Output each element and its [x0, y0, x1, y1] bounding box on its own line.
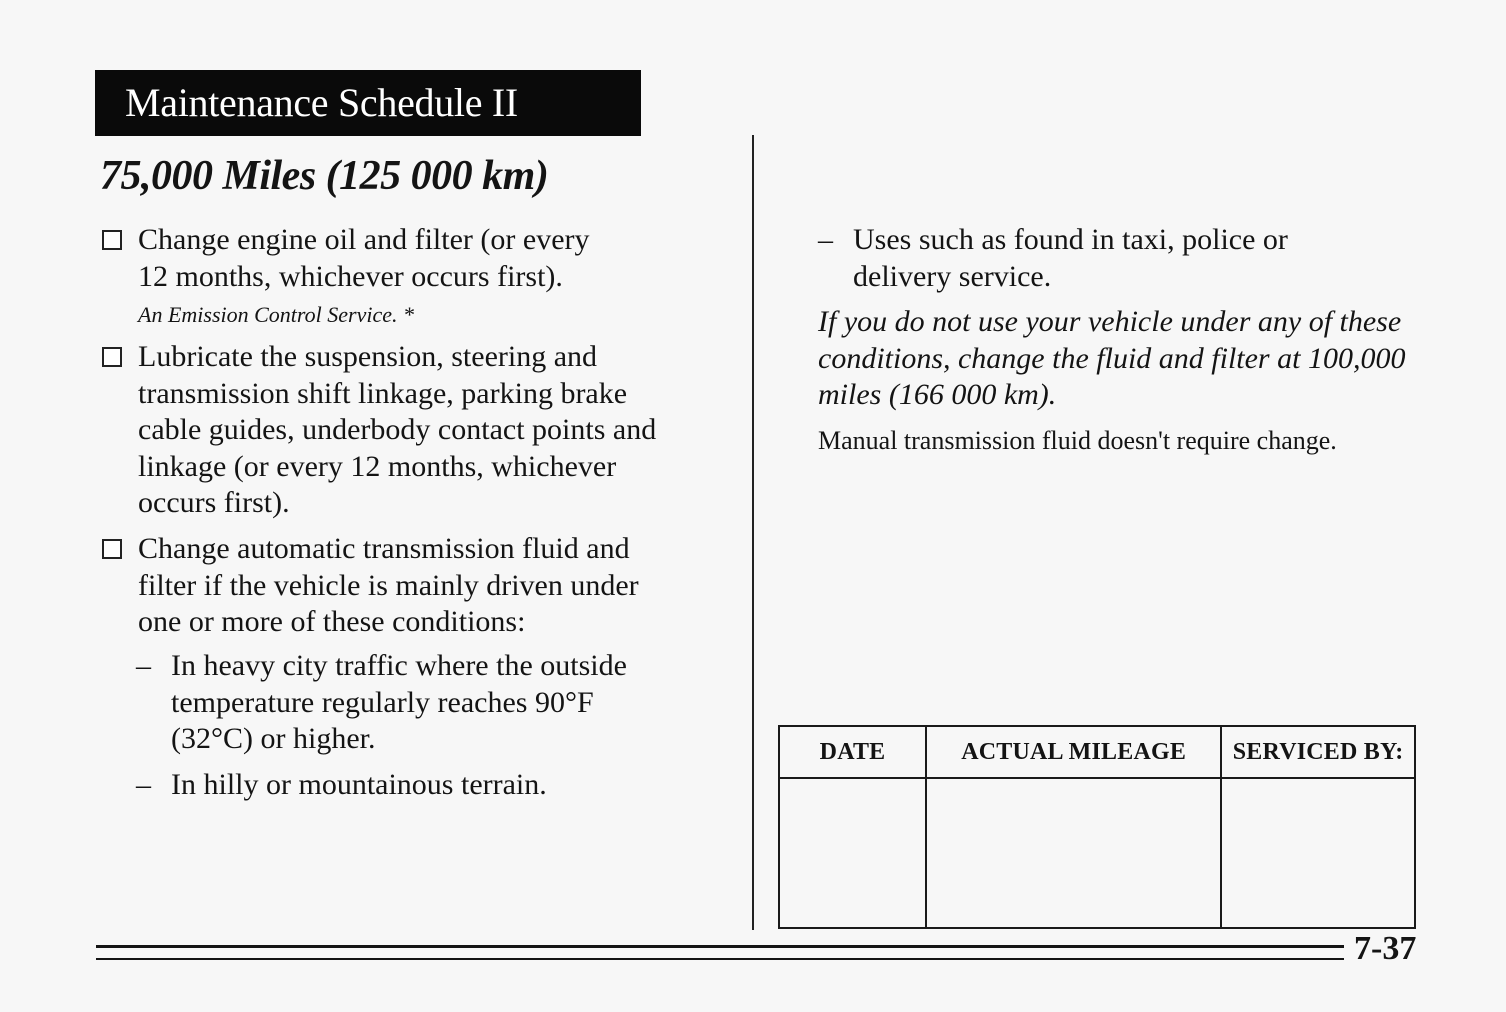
condition-line: Uses such as found in taxi, police or	[853, 223, 1288, 256]
dash-bullet: –	[136, 768, 151, 801]
footer-rule	[96, 958, 1344, 960]
item-line: linkage (or every 12 months, whichever	[138, 449, 617, 483]
section-title-banner: Maintenance Schedule II	[95, 70, 641, 136]
manual-transmission-note: Manual transmission fluid doesn't require change.	[818, 426, 1337, 455]
condition-line: (32°C) or higher.	[171, 722, 376, 755]
serviced-by-cell[interactable]	[1221, 778, 1415, 928]
item-line: cable guides, underbody contact points and	[138, 413, 657, 446]
condition-line: delivery service.	[853, 259, 1052, 293]
dash-bullet: –	[818, 223, 833, 256]
item-line: filter if the vehicle is mainly driven under	[138, 568, 639, 602]
mileage-heading: 75,000 Miles (125 000 km)	[100, 153, 549, 199]
item-line: transmission shift linkage, parking brake	[138, 376, 628, 410]
item-lubricate	[138, 339, 656, 522]
item-line: Change automatic transmission fluid and	[138, 532, 630, 565]
item-line: one or more of these conditions:	[138, 605, 526, 638]
item-line: occurs first).	[138, 486, 290, 519]
column-divider	[752, 135, 754, 930]
item-line: 12 months, whichever occurs first).	[138, 259, 563, 293]
item-transmission-fluid	[138, 531, 639, 641]
table-row	[779, 778, 1415, 928]
checkbox-transmission-fluid[interactable]	[102, 539, 122, 559]
mileage-cell[interactable]	[926, 778, 1221, 928]
service-log-table	[778, 725, 1416, 929]
header-date: DATE	[779, 726, 926, 778]
footer-rule	[96, 945, 1344, 948]
item-oil-change	[138, 222, 590, 295]
header-serviced-by: SERVICED BY:	[1221, 726, 1415, 778]
condition-line: In hilly or mountainous terrain.	[171, 768, 547, 801]
item-line: Change engine oil and filter (or every	[138, 223, 590, 256]
emission-control-note: An Emission Control Service. *	[138, 302, 414, 327]
page-number: 7-37	[1354, 930, 1417, 967]
checkbox-lubricate[interactable]	[102, 347, 122, 367]
condition-line: In heavy city traffic where the outside	[171, 649, 627, 682]
checkbox-oil-change[interactable]	[102, 230, 122, 250]
dash-bullet: –	[136, 649, 151, 682]
header-actual-mileage: ACTUAL MILEAGE	[926, 726, 1221, 778]
date-cell[interactable]	[779, 778, 926, 928]
fluid-change-advice: If you do not use your vehicle under any of these conditions, change the fluid and filter at 100,000 miles (166 000 km).	[818, 305, 1406, 411]
condition-line: temperature regularly reaches 90°F	[171, 685, 594, 719]
item-line: Lubricate the suspension, steering and	[138, 340, 598, 373]
